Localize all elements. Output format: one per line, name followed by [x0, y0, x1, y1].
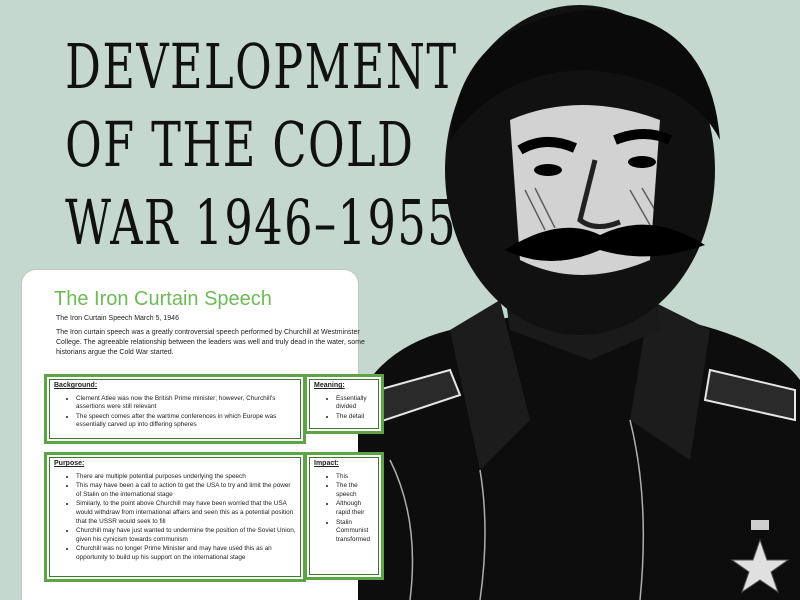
title-line-2: OF THE COLD	[65, 108, 415, 181]
purpose-list	[54, 473, 296, 563]
impact-list	[314, 473, 374, 545]
worksheet-subtitle: The Iron Curtain Speech March 5, 1946	[56, 315, 179, 322]
list-item: • Essentially divided	[336, 395, 374, 412]
list-item: • There are multiple potential purposes underlying the speech	[76, 473, 296, 482]
page-title	[0, 28, 465, 262]
eye-right	[628, 156, 656, 168]
list-item: • Clement Atlee was now the British Prime minister; however, Churchill's assertions were still relevant	[76, 395, 296, 412]
impact-box	[304, 452, 384, 580]
list-item: • Although rapid their	[336, 500, 374, 517]
list-item: • This may have been a call to action to get the USA to try and limit the power of Stalin on the international stage	[76, 482, 296, 499]
meaning-list	[314, 395, 374, 422]
list-item: • This	[336, 473, 374, 482]
background-list	[54, 395, 296, 430]
list-item: • The speech comes after the wartime conferences in which Europe was essentially carved up into differing spheres	[76, 413, 296, 430]
uniform-shape	[350, 315, 800, 600]
impact-heading: Impact:	[314, 460, 339, 467]
list-item: • Similarly, to the point above Churchill may have been worried that the USA would withdraw from international affairs and seen this as a potential position that the USSR would seek to fill	[76, 500, 296, 526]
meaning-heading: Meaning:	[314, 382, 345, 389]
purpose-heading: Purpose:	[54, 460, 85, 467]
eye-left	[534, 164, 562, 176]
title-line-3: WAR 1946–1955	[65, 186, 458, 259]
worksheet-title: The Iron Curtain Speech	[54, 288, 272, 310]
purpose-box	[44, 452, 306, 582]
list-item: • Churchill may have just wanted to undermine the position of the Soviet Union, given his cynicism towards communism	[76, 527, 296, 544]
meaning-box	[304, 374, 384, 434]
worksheet-preview	[22, 270, 371, 600]
background-box	[44, 374, 306, 444]
background-heading: Background:	[54, 382, 98, 389]
list-item: • The the speech	[336, 482, 374, 499]
worksheet-intro: The Iron curtain speech was a greatly controversial speech performed by Churchill at Westminster College. The agreeable relationship between the leaders was well and truly dead in the water, some historians argue the Cold War started.	[56, 329, 365, 356]
list-item: • The detail	[336, 413, 374, 422]
list-item: • Stalin Communist transformed	[336, 519, 374, 545]
title-line-1: DEVELOPMENT	[65, 30, 458, 103]
list-item: • Churchill was no longer Prime Minister and may have used this as an opportunity to build up his support on the international stage	[76, 545, 296, 562]
